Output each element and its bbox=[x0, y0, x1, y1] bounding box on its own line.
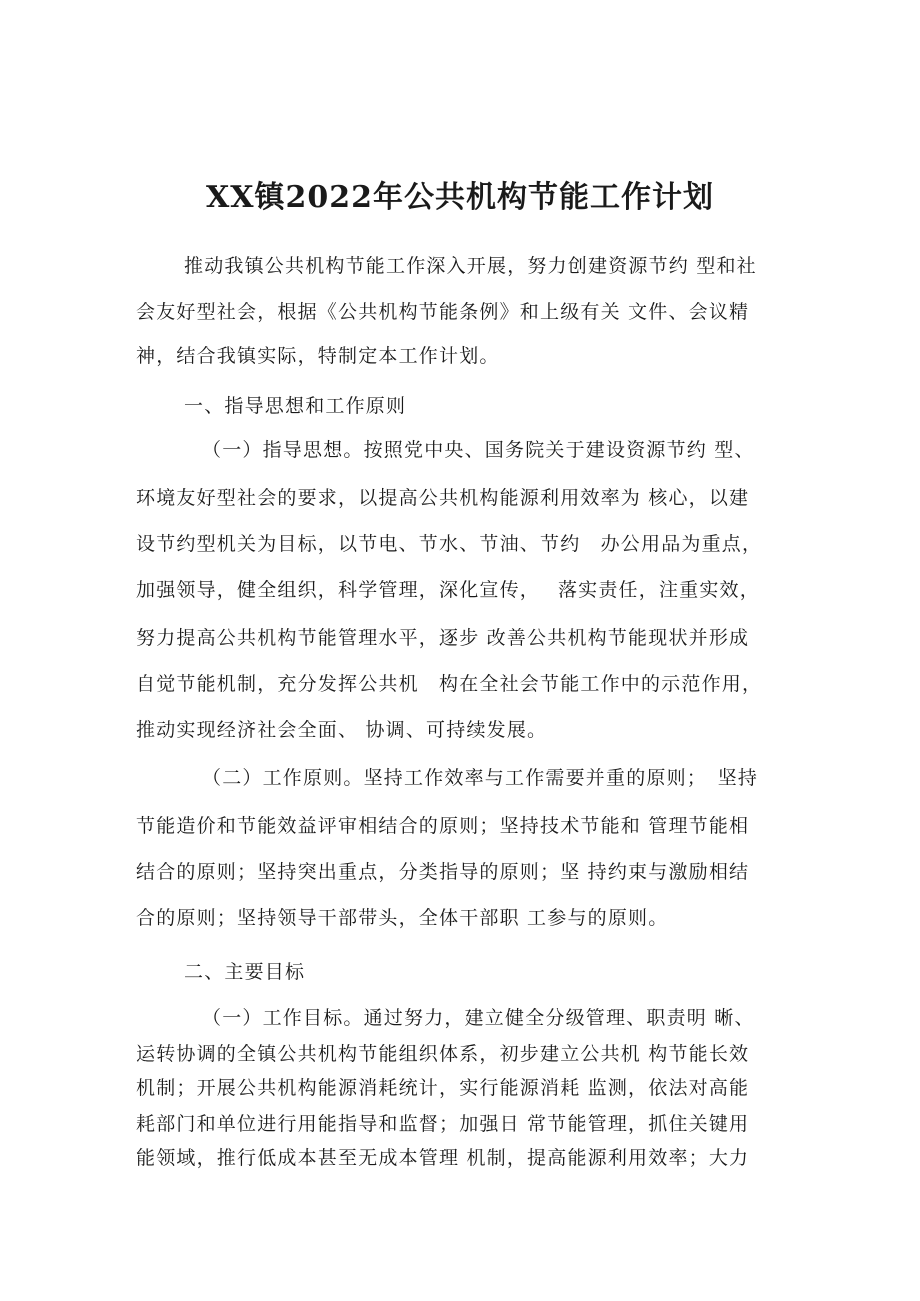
intro-line: 会友好型社会，根据《公共机构节能条例》和上级有关 文件、会议精 bbox=[136, 301, 750, 323]
guiding-line: 设节约型机关为目标，以节电、节水、节油、节约 办公用品为重点， bbox=[136, 533, 763, 555]
guiding-line: （一）指导思想。按照党中央、国务院关于建设资源节约 型、 bbox=[202, 439, 755, 461]
guiding-line: 环境友好型社会的要求，以提高公共机构能源利用效率为 核心，以建 bbox=[136, 487, 750, 509]
goals-line: 机制；开展公共机构能源消耗统计，实行能源消耗 监测，依法对高能 bbox=[136, 1077, 750, 1099]
goals-line: （一）工作目标。通过努力，建立健全分级管理、职责明 晰、 bbox=[202, 1007, 755, 1029]
principles-line: 合的原则；坚持领导干部带头，全体干部职 工参与的原则。 bbox=[136, 907, 669, 929]
guiding-line: 推动实现经济社会全面、 协调、可持续发展。 bbox=[136, 719, 548, 741]
goals-line: 耗部门和单位进行用能指导和监督；加强日 常节能管理，抓住关键用 bbox=[136, 1113, 750, 1135]
guiding-line: 自觉节能机制，充分发挥公共机 构在全社会节能工作中的示范作用， bbox=[136, 673, 763, 695]
section-heading-2: 二、主要目标 bbox=[184, 961, 306, 983]
intro-line: 神，结合我镇实际，特制定本工作计划。 bbox=[136, 345, 500, 367]
goals-line: 运转协调的全镇公共机构节能组织体系，初步建立公共机 构节能长效 bbox=[136, 1043, 750, 1065]
principles-line: 节能造价和节能效益评审相结合的原则；坚持技术节能和 管理节能相 bbox=[136, 815, 750, 837]
goals-line: 能领域，推行低成本甚至无成本管理 机制，提高能源利用效率；大力 bbox=[136, 1147, 750, 1169]
intro-line: 推动我镇公共机构节能工作深入开展，努力创建资源节约 型和社 bbox=[184, 255, 757, 277]
document-title: XX镇2022年公共机构节能工作计划 bbox=[205, 180, 715, 215]
principles-line: 结合的原则；坚持突出重点，分类指导的原则；坚 持约束与激励相结 bbox=[136, 861, 750, 883]
section-heading-1: 一、指导思想和工作原则 bbox=[184, 395, 407, 417]
principles-line: （二）工作原则。坚持工作效率与工作需要并重的原则； 坚持 bbox=[202, 767, 759, 789]
guiding-line: 加强领导，健全组织，科学管理，深化宣传， 落实责任，注重实效， bbox=[136, 579, 760, 601]
guiding-line: 努力提高公共机构节能管理水平，逐步 改善公共机构节能现状并形成 bbox=[136, 627, 750, 649]
